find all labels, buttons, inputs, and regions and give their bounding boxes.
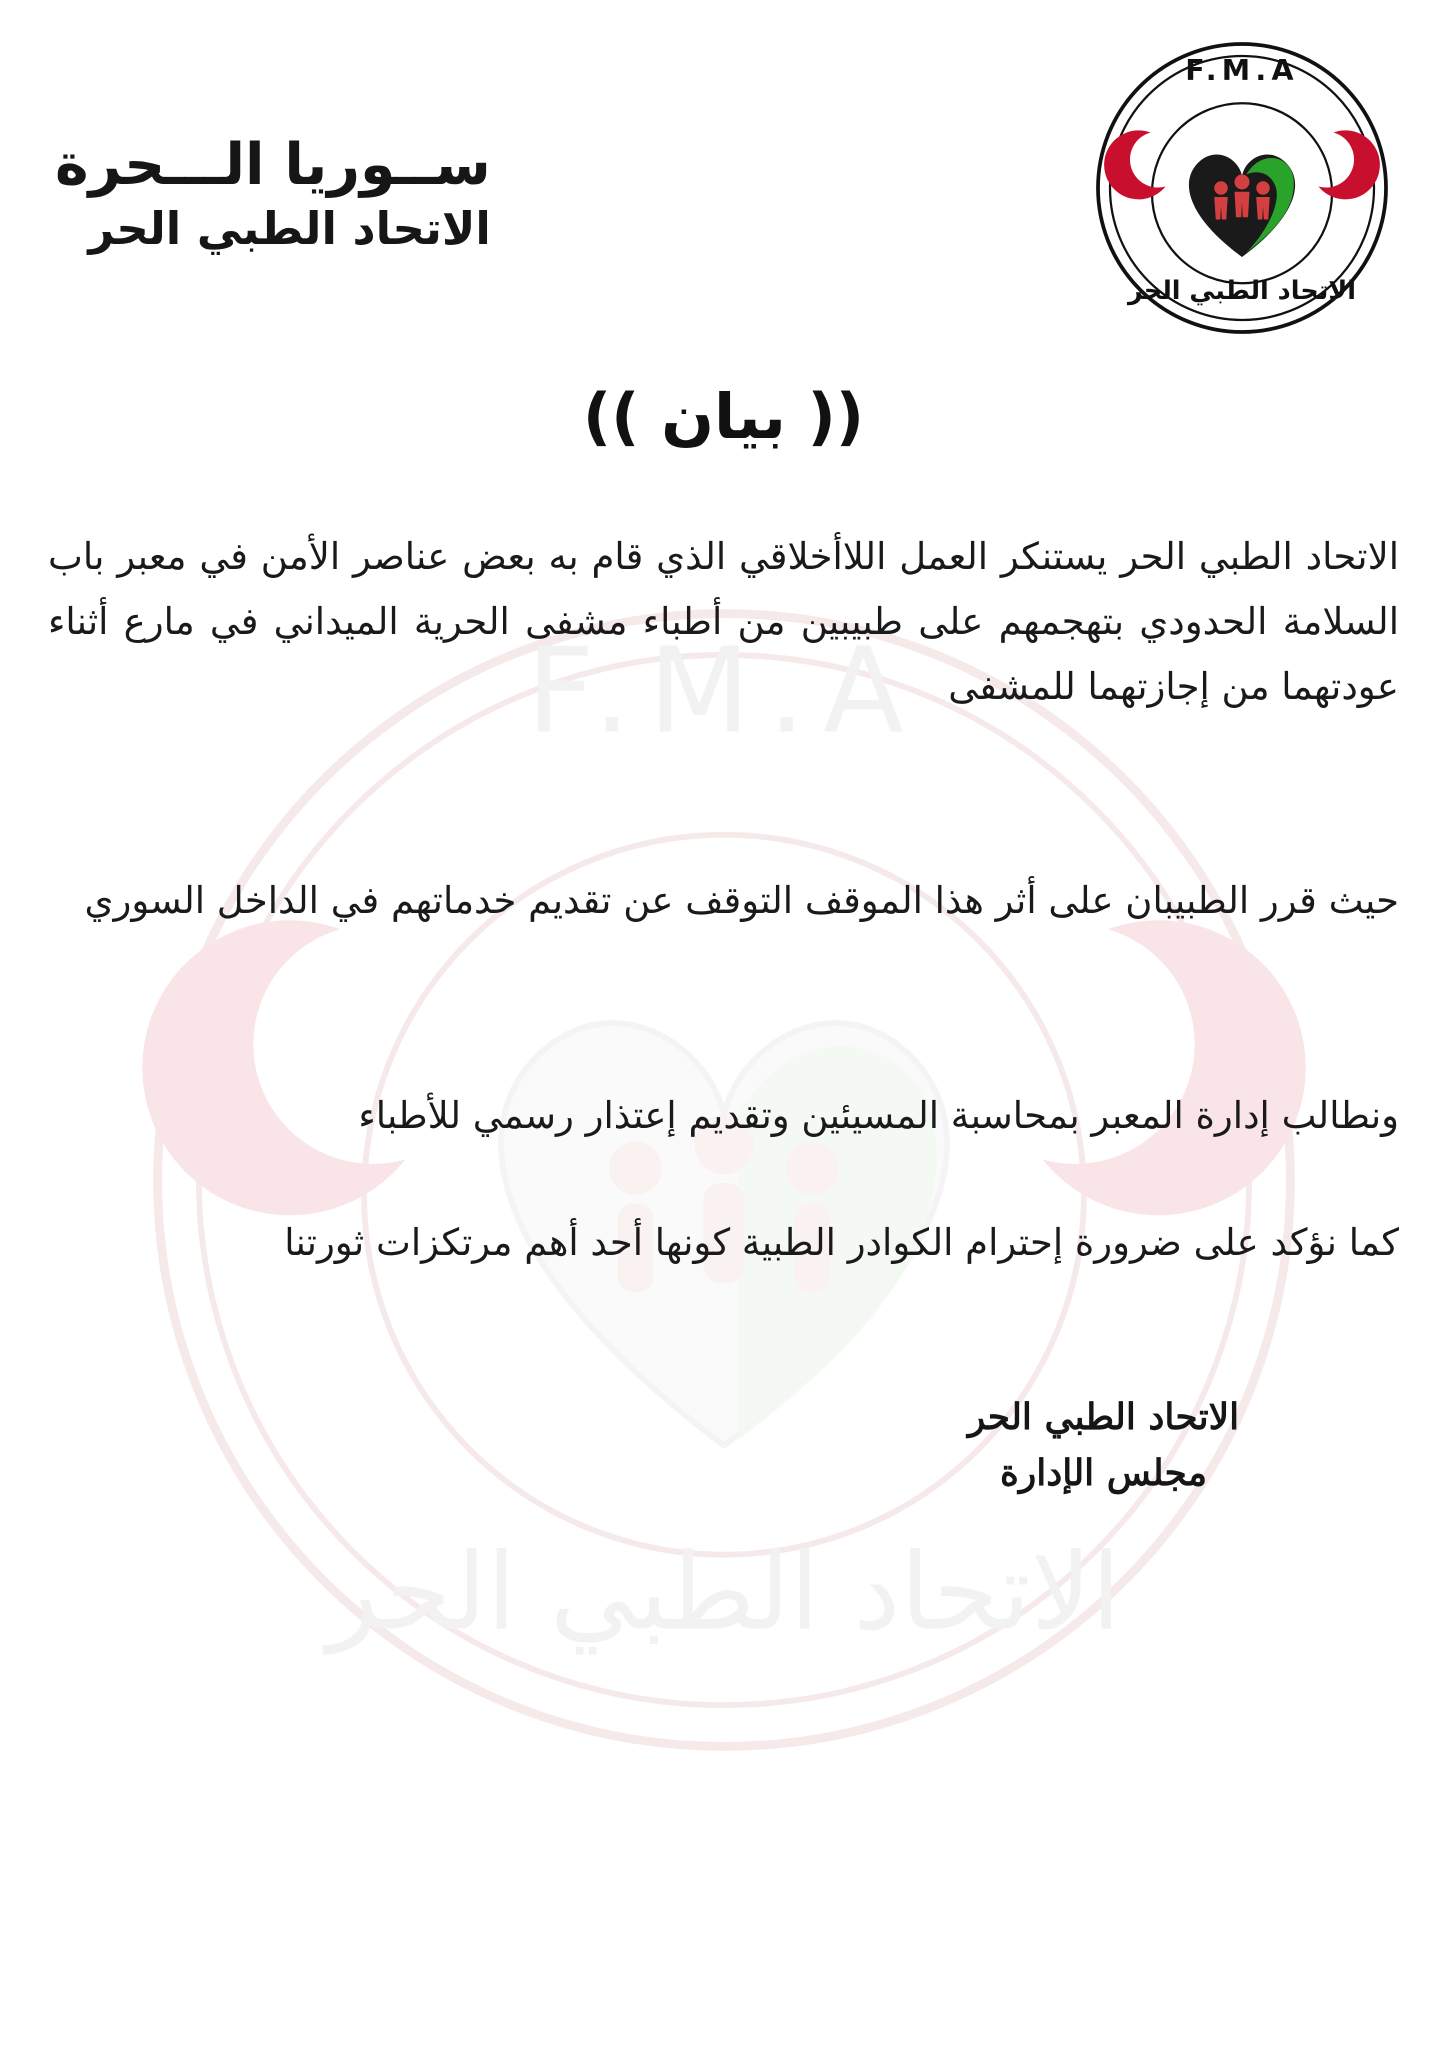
paragraph-2: حيث قرر الطبيبان على أثر هذا الموقف التوقف عن تقديم خدماتهم في الداخل السوري: [84, 879, 1399, 923]
paragraph-3: ونطالب إدارة المعبر بمحاسبة المسيئين وتقديم إعتذار رسمي للأطباء: [358, 1094, 1399, 1137]
page-title: (( بيان )): [582, 380, 865, 453]
svg-text:الاتحاد الطبي الحر: الاتحاد الطبي الحر: [326, 1530, 1121, 1655]
document-body: [48, 525, 1399, 1276]
svg-text:F.M.A: F.M.A: [526, 621, 921, 760]
signature-council: مجلس الإدارة: [999, 1451, 1208, 1494]
svg-text:F.M.A: F.M.A: [1185, 54, 1299, 87]
signature-block: [0, 1396, 1447, 1494]
organization-title-line1: ســوريا الـــحرة: [55, 132, 491, 198]
fma-logo-icon: [1092, 38, 1392, 338]
paragraph-1: الاتحاد الطبي الحر يستنكر العمل اللاأخلاقي الذي قام به بعض عناصر الأمن في معبر باب السلامة الحدودي بتهجمهم على طبيبين من أطباء مشفى الحرية الميداني في مارع أثناء عودتهما من إجازتهما للمشفى: [48, 535, 1399, 708]
organization-title: [55, 38, 501, 259]
organization-title-line2: الاتحاد الطبي الحر: [88, 201, 491, 255]
svg-text:الاتحاد الطبي الحر: الاتحاد الطبي الحر: [1127, 276, 1357, 306]
signature-organization: الاتحاد الطبي الحر: [967, 1395, 1240, 1438]
paragraph-4: كما نؤكد على ضرورة إحترام الكوادر الطبية كونها أحد أهم مرتكزات ثورتنا: [284, 1220, 1399, 1264]
document-header: [0, 0, 1447, 338]
